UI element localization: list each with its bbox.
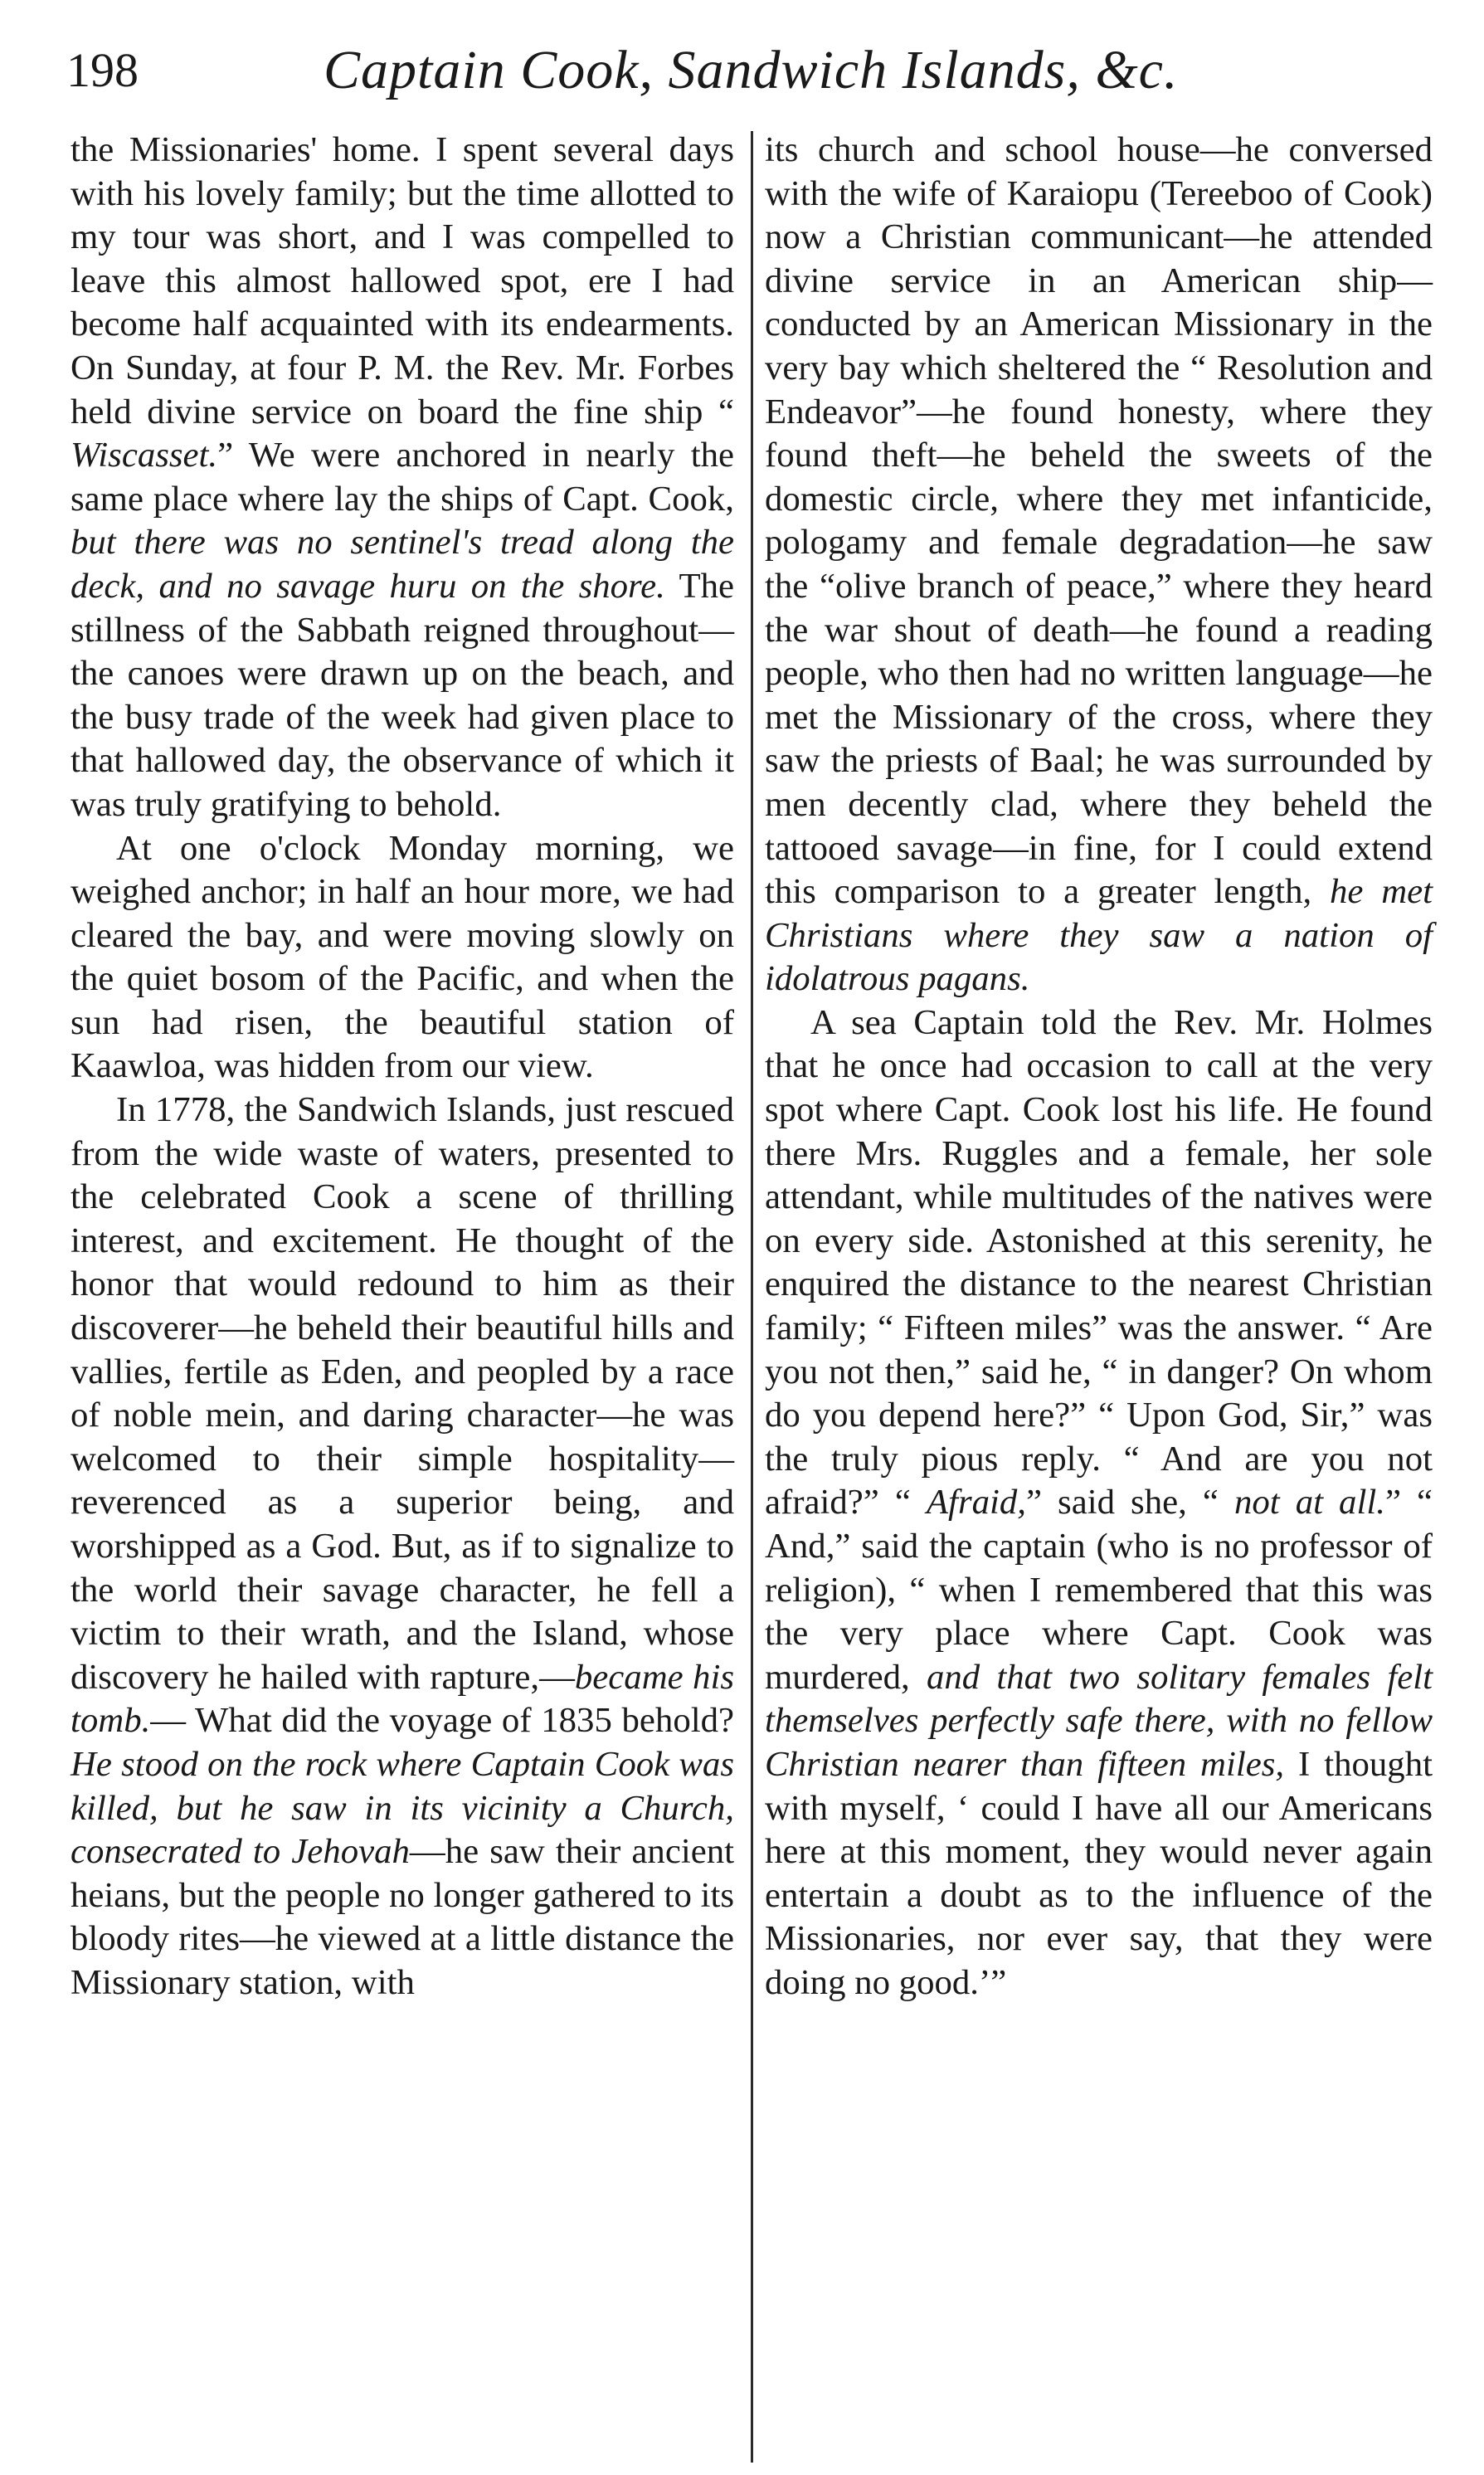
italic-run: He stood on the rock where Captain Cook was killed, but he saw in its vicinity a Church, consecrated to Jehovah <box>71 1744 734 1872</box>
italic-run: but there was no sentinel's tread along the deck, and no savage huru on the shore. <box>71 523 734 606</box>
italic-run: and that two solitary females felt themselves perfectly safe there, with no fellow Christian nearer than fifteen miles, <box>765 1657 1433 1784</box>
paragraph <box>71 129 734 827</box>
paragraph <box>71 1089 734 2005</box>
left-column <box>71 129 734 2005</box>
text-run: the Missionaries' home. I spent several days with his lovely family; but the time allotted to my tour was short, and I was compelled to leave this almost hallowed spot, ere I had become half acquainted with its endearments. On Sunday, at four P. M. the Rev. Mr. Forbes held divine service on board the fine ship “ <box>71 130 734 431</box>
right-column <box>765 129 1433 2005</box>
italic-run: became his tomb. <box>71 1657 734 1741</box>
text-run: The stillness of the Sabbath reigned throughout—the canoes were drawn up on the beach, and the busy trade of the week had given place to that hallowed day, the observance of which it was truly gratifying to behold. <box>71 566 734 824</box>
text-run: In 1778, the Sandwich Islands, just rescued from the wide waste of waters, presented to the celebrated Cook a scene of thrilling interest, and excitement. He thought of the honor that would redound to him as their discoverer—he beheld their beautiful hills and vallies, fertile as Eden, and peopled by a race of noble mein, and daring character—he was welcomed to their simple hospitality—reverenced as a superior being, and worshipped as a God. But, as if to signalize to the world their savage character, he fell a victim to their wrath, and the Island, whose discovery he hailed with rapture,— <box>71 1090 734 1697</box>
paragraph <box>765 1001 1433 2005</box>
text-run: — What did the voyage of 1835 behold? <box>150 1701 734 1741</box>
text-run: —he saw their ancient heians, but the people no longer gathered to its bloody rites—he viewed at a little distance the Missionary station, with <box>71 1832 734 2002</box>
text-run: I thought with myself, ‘ could I have all our Americans here at this moment, they would never again entertain a doubt as to the influence of the Missionaries, nor ever say, that they were doing no good.’” <box>765 1744 1433 2002</box>
italic-run: Wiscasset. <box>71 436 218 475</box>
column-divider <box>751 131 753 2463</box>
text-run: A sea Captain told the Rev. Mr. Holmes that he once had occasion to call at the very spot where Capt. Cook lost his life. He found there Mrs. Ruggles and a female, her sole attendant, while multitudes of the natives were on every side. Astonished at this serenity, he enquired the distance to the nearest Christian family; “ Fifteen miles” was the answer. “ Are you not then,” said he, “ in danger? On whom do you depend here?” “ Upon God, Sir,” was the truly pious reply. “ And are you not afraid?” “ <box>765 1002 1433 1523</box>
italic-run: not at all. <box>1233 1483 1385 1523</box>
text-run: ” said she, “ <box>1025 1483 1234 1523</box>
italic-run: he met Christians where they saw a nation of idolatrous pagans. <box>765 872 1433 999</box>
italic-run: Afraid, <box>926 1483 1026 1523</box>
running-head <box>50 33 1443 108</box>
paragraph: At one o'clock Monday morning, we weighed anchor; in half an hour more, we had cleared the bay, and were moving slowly on the quiet bosom of the Pacific, and when the sun had risen, the beautiful station of Kaawloa, was hidden from our view. <box>71 828 734 1086</box>
page-number: 198 <box>66 43 139 97</box>
paragraph <box>765 129 1433 1001</box>
text-run: its church and school house—he conversed with the wife of Karaiopu (Tereeboo of Cook) now a Christian communicant—he attended divine service in an American ship—conducted by an American Missionary in the very bay which sheltered the “ Resolution and Endeavor”—he found honesty, where they found theft—he beheld the sweets of the domestic circle, where they met infanticide, pologamy and female degradation—he saw the “olive branch of peace,” where they heard the war shout of death—he found a reading people, who then had no written language—he met the Missionary of the cross, where they saw the priests of Baal; he was surrounded by men decently clad, where they beheld the tattooed savage—in fine, for I could extend this comparison to a greater length, <box>765 130 1433 912</box>
text-run: ” “ And,” said the captain (who is no professor of religion), “ when I remembered that this was the very place where Capt. Cook was murdered, <box>765 1483 1433 1697</box>
text-run: ” We were anchored in nearly the same place where lay the ships of Capt. Cook, <box>71 436 734 519</box>
running-title: Captain Cook, Sandwich Islands, &c. <box>324 40 1179 100</box>
